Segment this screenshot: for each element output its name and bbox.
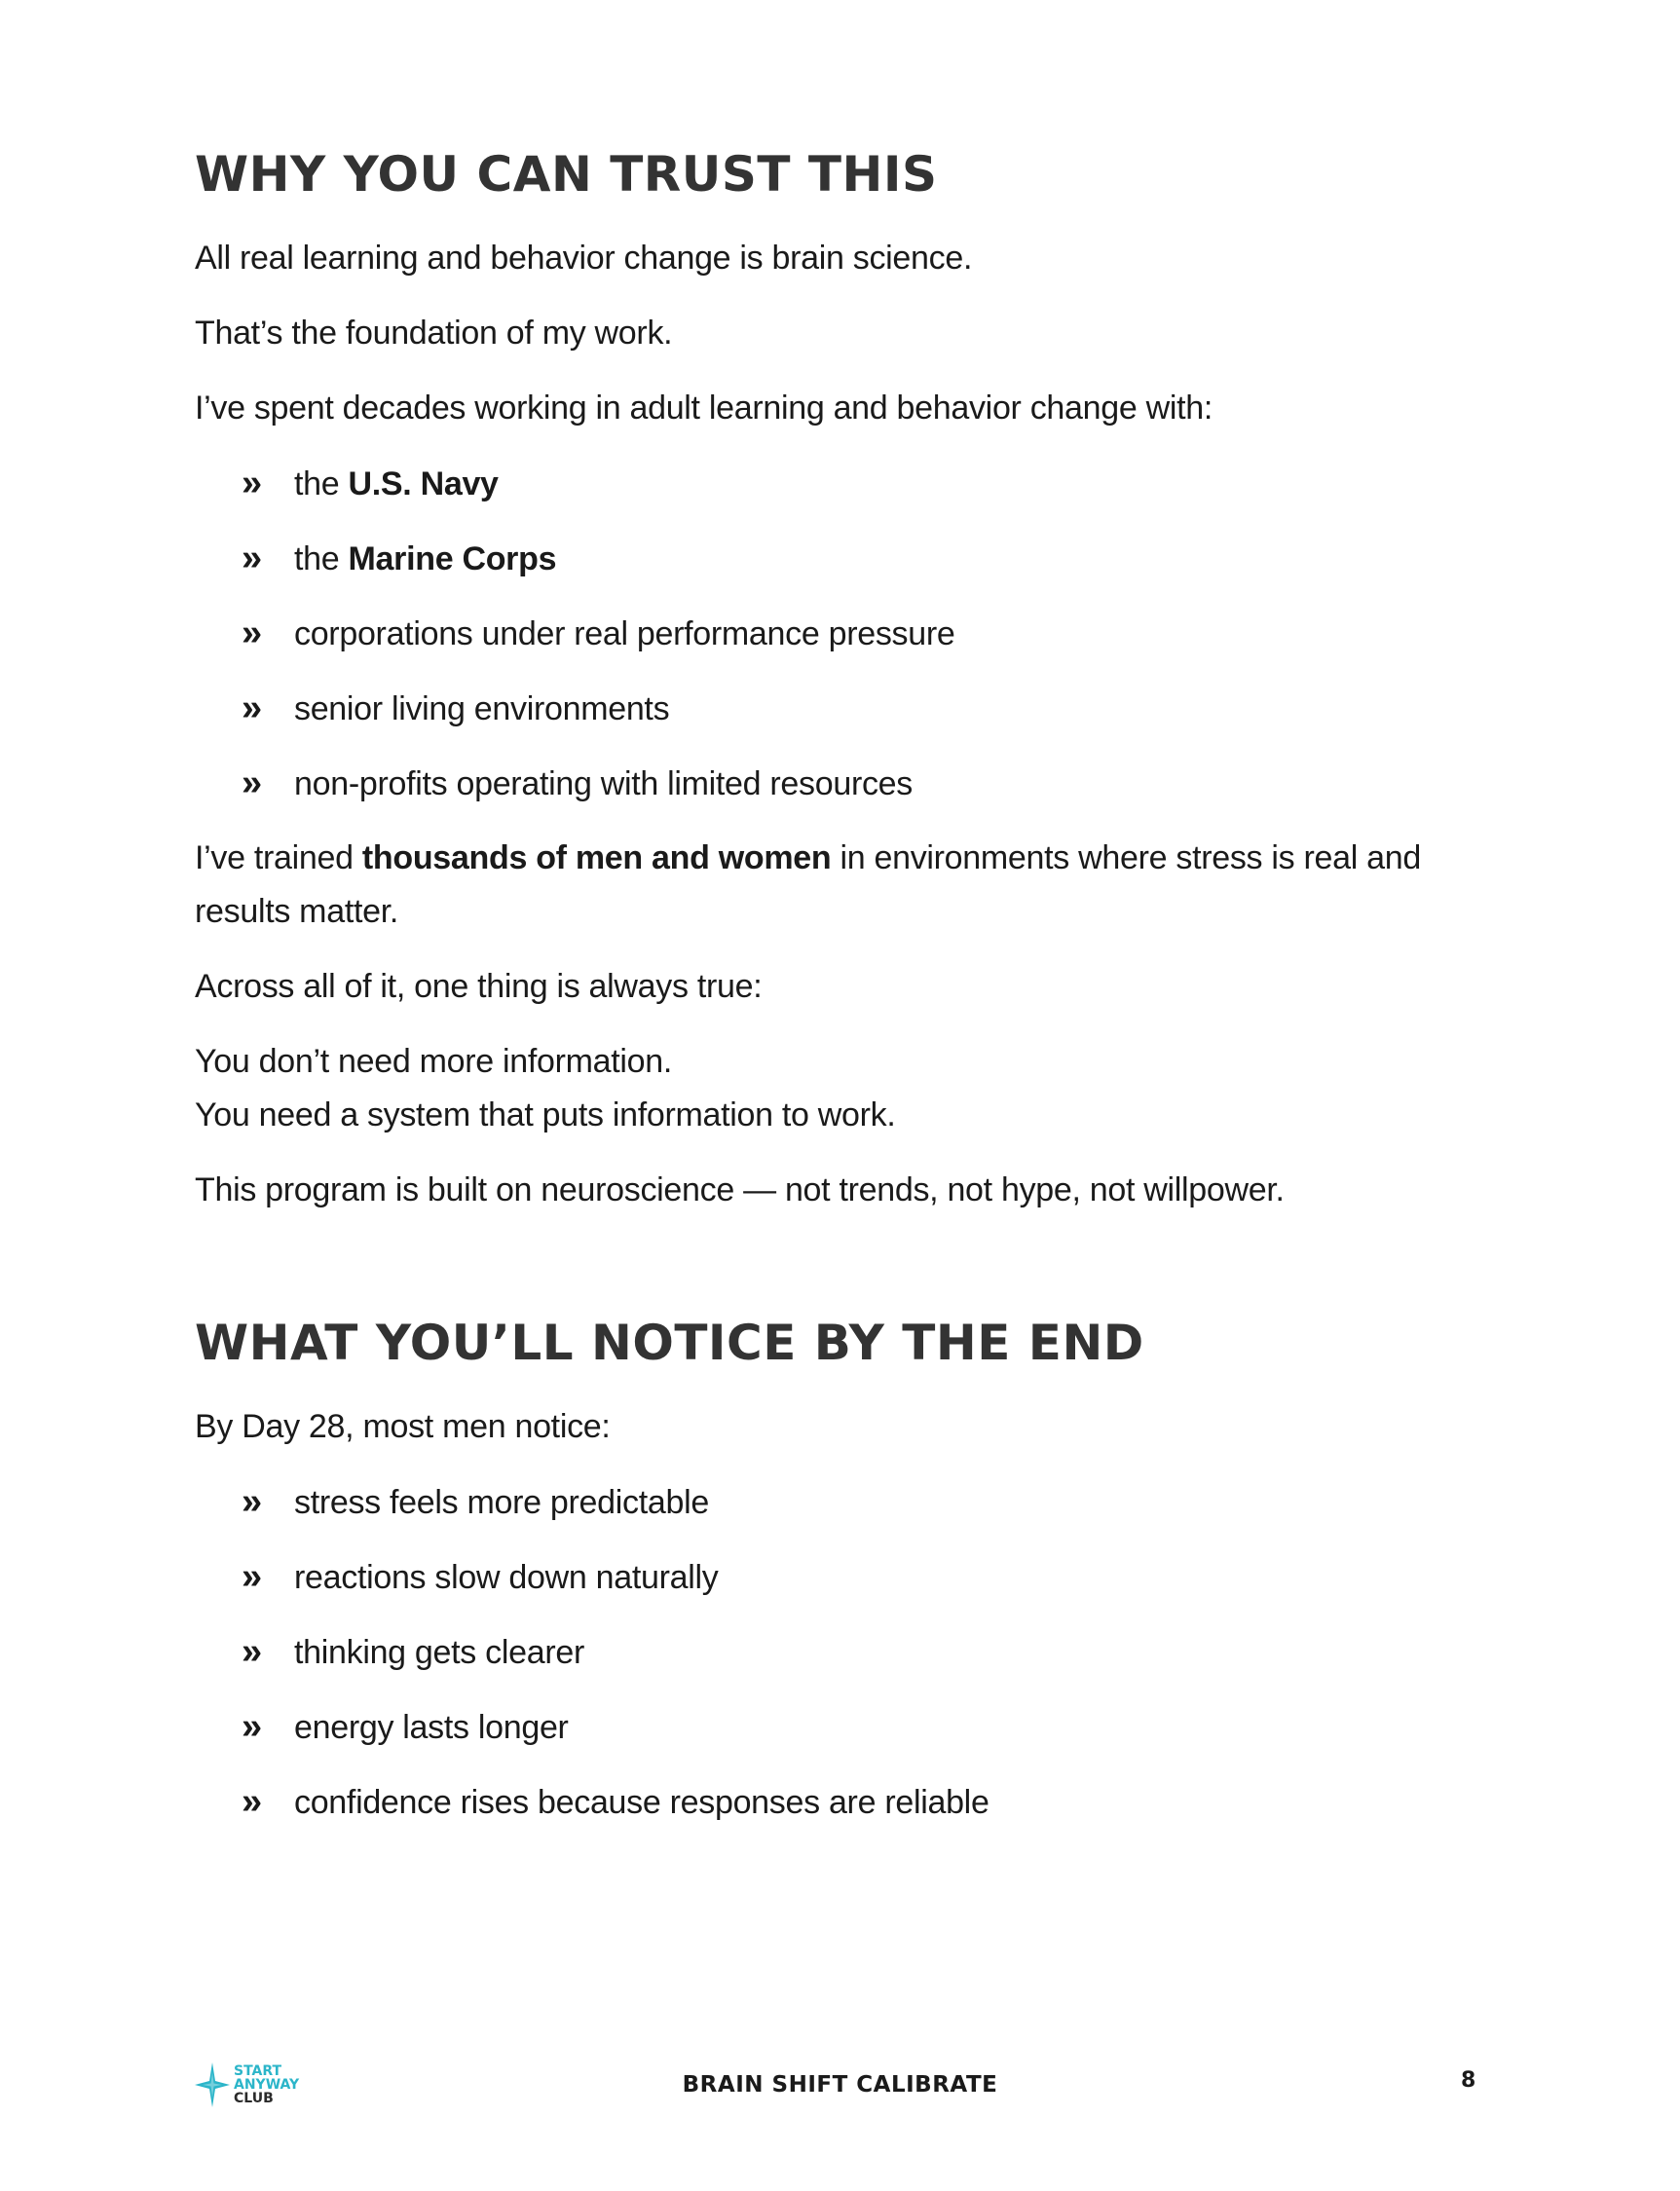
paragraph: By Day 28, most men notice: xyxy=(195,1408,611,1445)
paragraph: That’s the foundation of my work. xyxy=(195,315,673,352)
list-item: » senior living environments xyxy=(242,682,669,736)
chevron-bullet-icon: » xyxy=(242,1556,262,1597)
chevron-bullet-icon: » xyxy=(242,1481,262,1522)
chevron-bullet-icon: » xyxy=(242,1706,262,1747)
paragraph: This program is built on neuroscience — not trends, not hype, not willpower. xyxy=(195,1171,1285,1208)
section-heading-notice: WHAT YOU’LL NOTICE BY THE END xyxy=(195,1315,1144,1371)
list-item: » corporations under real performance pressure xyxy=(242,607,955,661)
page-number: 8 xyxy=(1461,2068,1476,2093)
list-item: » thinking gets clearer xyxy=(242,1625,584,1680)
paragraph: I’ve spent decades working in adult learning and behavior change with: xyxy=(195,390,1213,427)
chevron-bullet-icon: » xyxy=(242,1781,262,1822)
list-item: » reactions slow down naturally xyxy=(242,1550,718,1605)
chevron-bullet-icon: » xyxy=(242,463,262,503)
footer-document-title: BRAIN SHIFT CALIBRATE xyxy=(682,2072,998,2098)
paragraph: All real learning and behavior change is brain science. xyxy=(195,240,973,277)
paragraph: Across all of it, one thing is always true: xyxy=(195,968,763,1005)
list-item: » stress feels more predictable xyxy=(242,1475,709,1530)
section-heading-trust: WHY YOU CAN TRUST THIS xyxy=(195,146,938,203)
list-item: » the Marine Corps xyxy=(242,532,556,586)
list-item: » energy lasts longer xyxy=(242,1700,569,1755)
paragraph: I’ve trained thousands of men and women in environments where stress is real and results matter. xyxy=(195,839,1421,930)
chevron-bullet-icon: » xyxy=(242,1631,262,1672)
chevron-bullet-icon: » xyxy=(242,538,262,578)
list-item: » confidence rises because responses are reliable xyxy=(242,1775,989,1830)
chevron-bullet-icon: » xyxy=(242,762,262,803)
list-item: » non-profits operating with limited resources xyxy=(242,757,913,811)
paragraph: You don’t need more information. You need a system that puts information to work. xyxy=(195,1043,896,1133)
logo-wordmark: START ANYWAY CLUB xyxy=(234,2063,300,2106)
list-item: » the U.S. Navy xyxy=(242,457,499,511)
chevron-bullet-icon: » xyxy=(242,687,262,728)
chevron-bullet-icon: » xyxy=(242,613,262,653)
